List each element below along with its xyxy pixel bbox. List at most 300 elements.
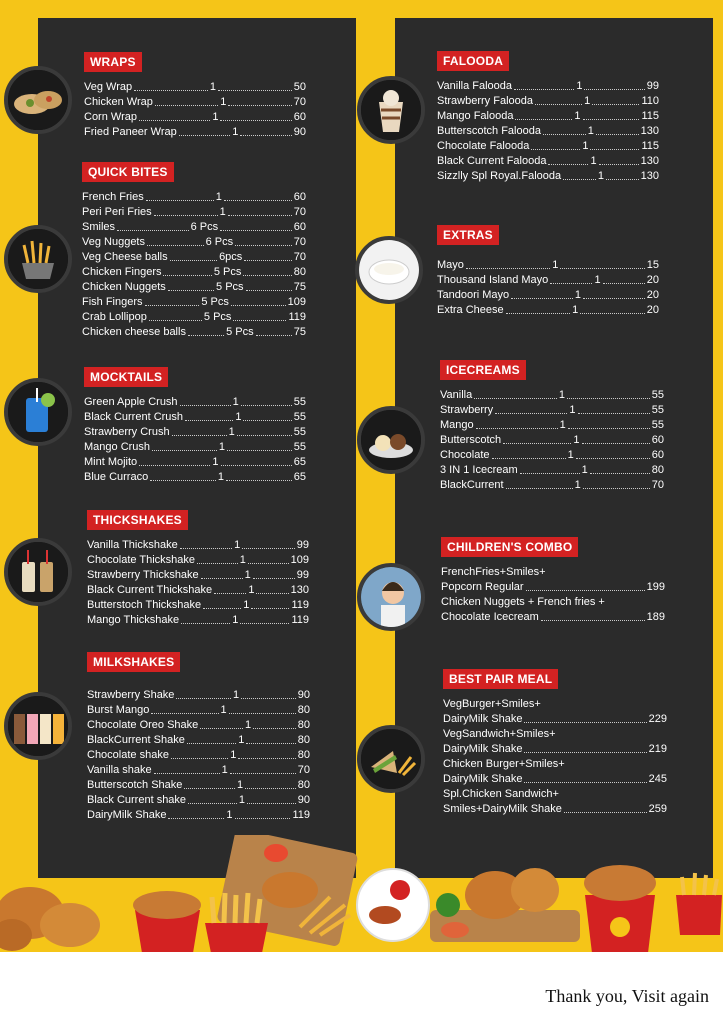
dot-leader: [188, 793, 237, 804]
dot-leader: [596, 124, 639, 135]
item-name: Mango Falooda: [437, 110, 514, 122]
menu-item: [84, 440, 306, 455]
item-price: 65: [293, 471, 307, 483]
fries-basket-photo: [4, 225, 72, 293]
item-price: 60: [293, 191, 306, 203]
sandwich-fries-photo: [357, 725, 425, 793]
item-name: Strawberry Falooda: [437, 95, 533, 107]
menu-item: [87, 703, 310, 718]
menu-item: [87, 718, 310, 733]
item-quantity: 6 Pcs: [205, 236, 234, 248]
item-name: Chicken Nuggets: [82, 281, 166, 293]
dot-leader: [535, 94, 582, 105]
item-name: Chicken Wrap: [84, 96, 153, 108]
dot-leader: [583, 478, 650, 489]
mayo-bowl-photo: [355, 236, 423, 304]
item-price: 110: [641, 95, 660, 107]
dot-leader: [181, 613, 230, 624]
dot-leader: [201, 568, 243, 579]
dot-leader: [200, 718, 243, 729]
item-price: 80: [297, 704, 310, 716]
dot-leader: [203, 598, 241, 609]
item-quantity: 1: [238, 734, 245, 746]
dot-leader: [139, 110, 210, 121]
dot-leader: [524, 712, 646, 723]
dot-leader: [241, 688, 296, 699]
item-quantity: 1: [572, 304, 579, 316]
menu-item: [87, 748, 310, 763]
dot-leader: [171, 748, 228, 759]
item-quantity: 1: [244, 719, 252, 731]
item-name: Corn Wrap: [84, 111, 137, 123]
dot-leader: [237, 425, 292, 436]
item-price: 130: [290, 584, 310, 596]
item-name: Strawberry Shake: [87, 689, 175, 701]
item-price: 119: [291, 614, 310, 626]
item-name: Vanilla Thickshake: [87, 539, 178, 551]
menu-item: [84, 125, 306, 140]
item-name: Extra Cheese: [437, 304, 504, 316]
menu-item: [82, 220, 306, 235]
food-strip-illustration: [0, 835, 723, 953]
item-quantity: 1: [594, 274, 601, 286]
item-name: BlackCurrent Shake: [87, 734, 185, 746]
dot-leader: [226, 470, 292, 481]
category-icecreams: [440, 360, 664, 493]
dot-leader: [466, 258, 550, 269]
item-price: 119: [288, 311, 307, 323]
dot-leader: [243, 265, 291, 276]
dot-leader: [117, 220, 189, 231]
combo-line-2: [441, 580, 665, 595]
menu-item: [437, 109, 659, 124]
item-quantity: 1: [228, 426, 235, 438]
dot-leader: [224, 190, 292, 201]
dot-leader: [524, 742, 646, 753]
item-name: Smiles: [82, 221, 116, 233]
combo-line-2: [443, 772, 667, 787]
dot-leader: [543, 124, 586, 135]
item-name: Fish Fingers: [82, 296, 143, 308]
category-falooda: [437, 51, 659, 184]
item-name: Vanilla: [440, 389, 473, 401]
item-quantity: 1: [232, 126, 239, 138]
dot-leader: [492, 448, 566, 459]
menu-item: [82, 280, 306, 295]
dot-leader: [541, 610, 645, 621]
dot-leader: [568, 418, 650, 429]
item-name: BlackCurrent: [440, 479, 504, 491]
item-list: [437, 79, 659, 184]
item-price: 20: [646, 289, 659, 301]
dot-leader: [603, 273, 645, 284]
dot-leader: [526, 580, 645, 591]
item-quantity: 6pcs: [219, 251, 243, 263]
dot-leader: [576, 448, 650, 459]
dot-leader: [251, 598, 289, 609]
dot-leader: [583, 288, 645, 299]
menu-item: [437, 139, 659, 154]
dot-leader: [550, 273, 592, 284]
dot-leader: [253, 568, 295, 579]
menu-item: [87, 688, 310, 703]
menu-item: [440, 463, 664, 478]
combo-line-2: [443, 742, 667, 757]
item-price: 115: [641, 140, 660, 152]
item-quantity: 1: [244, 569, 251, 581]
item-price: 55: [293, 411, 307, 423]
menu-item: [87, 808, 310, 823]
item-quantity: 1: [574, 479, 581, 491]
item-name: French Fries: [82, 191, 144, 203]
dot-leader: [580, 303, 644, 314]
dot-leader: [243, 410, 291, 421]
category-wraps: [84, 52, 306, 140]
dot-leader: [235, 808, 291, 819]
dot-leader: [506, 478, 573, 489]
dot-leader: [154, 205, 218, 216]
item-quantity: 5 Pcs: [213, 266, 242, 278]
dot-leader: [220, 110, 291, 121]
item-quantity: 1: [243, 599, 250, 611]
item-name: Veg Nuggets: [82, 236, 145, 248]
dot-leader: [256, 325, 292, 336]
item-price: 90: [297, 689, 310, 701]
combo-name: Chicken Nuggets + French fries +: [441, 596, 605, 608]
item-price: 130: [640, 170, 660, 182]
dot-leader: [230, 763, 296, 774]
item-quantity: 1: [218, 441, 225, 453]
item-quantity: 1: [597, 170, 604, 182]
menu-item: [87, 793, 310, 808]
category-best-pair-meal: [443, 669, 667, 817]
menu-item: [437, 169, 659, 184]
item-name: Peri Peri Fries: [82, 206, 152, 218]
item-quantity: 6 Pcs: [190, 221, 219, 233]
dot-leader: [560, 258, 644, 269]
item-name: Strawberry Crush: [84, 426, 170, 438]
dot-leader: [152, 440, 217, 451]
item-name: Mango Crush: [84, 441, 151, 453]
dot-leader: [599, 154, 639, 165]
item-quantity: 1: [574, 289, 582, 301]
item-quantity: 1: [235, 411, 242, 423]
item-name: Mayo: [437, 259, 464, 271]
combo-name: Spl.Chicken Sandwich+: [443, 788, 559, 800]
dot-leader: [197, 553, 238, 564]
item-name: Strawberry: [440, 404, 494, 416]
menu-item: [87, 568, 309, 583]
category-title: FALOODA: [437, 51, 509, 71]
item-price: 60: [651, 449, 665, 461]
menu-item: [87, 553, 309, 568]
child-eating-photo: [357, 563, 425, 631]
dot-leader: [220, 220, 292, 231]
combo-name: VegBurger+Smiles+: [443, 698, 541, 710]
dot-leader: [474, 388, 557, 399]
item-price: 60: [651, 434, 665, 446]
category-quick-bites: [82, 162, 306, 340]
item-price: 119: [291, 599, 309, 611]
combo-name-cont: Chocolate Icecream: [441, 611, 539, 623]
item-quantity: 5 Pcs: [216, 281, 244, 293]
combo-name: Chicken Burger+Smiles+: [443, 758, 565, 770]
dot-leader: [146, 190, 214, 201]
dot-leader: [247, 793, 296, 804]
dot-leader: [176, 688, 231, 699]
dot-leader: [187, 733, 236, 744]
item-quantity: 1: [226, 809, 233, 821]
item-name: Veg Wrap: [84, 81, 133, 93]
combo-line-1: [443, 697, 667, 712]
dot-leader: [154, 763, 220, 774]
combo-name-cont: DairyMilk Shake: [443, 713, 523, 725]
dot-leader: [185, 410, 233, 421]
combo-line-1: [443, 727, 667, 742]
dot-leader: [590, 139, 639, 150]
item-price: 55: [293, 426, 307, 438]
menu-item: [84, 425, 306, 440]
menu-item: [82, 250, 306, 265]
item-price: 109: [290, 554, 310, 566]
item-price: 70: [293, 236, 307, 248]
item-quantity: 1: [234, 539, 241, 551]
item-quantity: 1: [239, 554, 246, 566]
item-name: Tandoori Mayo: [437, 289, 510, 301]
item-name: Thousand Island Mayo: [437, 274, 549, 286]
item-price: 65: [293, 456, 306, 468]
menu-item: [84, 455, 306, 470]
category-title: MOCKTAILS: [84, 367, 168, 387]
category-title: EXTRAS: [437, 225, 499, 245]
dot-leader: [168, 280, 214, 291]
menu-item: [437, 303, 659, 318]
item-name: Chocolate Thickshake: [87, 554, 196, 566]
dot-leader: [582, 433, 650, 444]
menu-item: [440, 403, 664, 418]
dot-leader: [584, 79, 644, 90]
dot-leader: [218, 80, 292, 91]
dot-leader: [168, 808, 224, 819]
menu-item: [82, 235, 306, 250]
dot-leader: [235, 235, 292, 246]
category-title: WRAPS: [84, 52, 142, 72]
item-price: 20: [646, 304, 659, 316]
item-name: Black Current shake: [87, 794, 187, 806]
dot-leader: [514, 79, 574, 90]
menu-item: [87, 583, 309, 598]
item-list: [437, 258, 659, 318]
item-name: Fried Paneer Wrap: [84, 126, 177, 138]
item-quantity: 1: [574, 110, 581, 122]
category-title: ICECREAMS: [440, 360, 526, 380]
mocktail-photo: [4, 378, 72, 446]
item-price: 119: [292, 809, 311, 821]
combo-name-cont: Popcorn Regular: [441, 581, 524, 593]
category-milkshakes: [87, 652, 310, 823]
category-title: MILKSHAKES: [87, 652, 180, 672]
item-quantity: 5 Pcs: [201, 296, 229, 308]
dot-leader: [180, 395, 231, 406]
dot-leader: [149, 310, 202, 321]
item-price: 99: [296, 539, 310, 551]
item-list: [84, 80, 306, 140]
dot-leader: [233, 310, 286, 321]
thickshake-photo: [4, 538, 72, 606]
milkshake-photo: [4, 692, 72, 760]
item-quantity: 1: [569, 404, 576, 416]
dot-leader: [606, 169, 639, 180]
item-name: Mint Mojito: [84, 456, 138, 468]
category-extras: [437, 225, 659, 318]
menu-item: [84, 95, 306, 110]
menu-item: [440, 418, 664, 433]
item-quantity: 5 Pcs: [226, 326, 254, 338]
item-quantity: 1: [552, 259, 559, 271]
dot-leader: [150, 470, 216, 481]
combo-price: 199: [646, 581, 665, 593]
item-price: 55: [651, 419, 665, 431]
item-name: Veg Cheese balls: [82, 251, 168, 263]
dot-leader: [214, 583, 246, 594]
menu-item: [440, 448, 664, 463]
dot-leader: [531, 139, 580, 150]
menu-item: [87, 598, 309, 613]
menu-item: [440, 478, 664, 493]
item-quantity: 1: [221, 764, 228, 776]
item-price: 70: [293, 206, 306, 218]
combo-line-2: [443, 802, 667, 817]
item-name: Black Current Crush: [84, 411, 184, 423]
dot-leader: [147, 235, 204, 246]
dot-leader: [476, 418, 558, 429]
menu-item: [87, 613, 309, 628]
item-name: Chicken cheese balls: [82, 326, 186, 338]
item-quantity: 1: [219, 206, 226, 218]
menu-item: [87, 763, 310, 778]
item-name: Green Apple Crush: [84, 396, 178, 408]
menu-item: [87, 733, 310, 748]
item-name: Vanilla shake: [87, 764, 152, 776]
item-price: 90: [293, 126, 307, 138]
dot-leader: [180, 538, 232, 549]
item-list: [440, 388, 664, 493]
menu-item: [440, 388, 664, 403]
menu-item: [437, 94, 659, 109]
item-quantity: 1: [212, 456, 219, 468]
item-quantity: 1: [584, 95, 591, 107]
combo-name-cont: Smiles+DairyMilk Shake: [443, 803, 562, 815]
menu-item: [437, 258, 659, 273]
menu-item: [82, 295, 306, 310]
item-price: 130: [640, 155, 659, 167]
item-list: [82, 190, 306, 340]
item-price: 90: [297, 794, 311, 806]
combo-line-1: [441, 565, 665, 580]
dot-leader: [246, 280, 292, 291]
item-quantity: 1: [576, 80, 583, 92]
item-list: [87, 688, 310, 823]
item-quantity: 1: [220, 704, 227, 716]
item-quantity: 1: [237, 779, 244, 791]
item-price: 80: [297, 734, 311, 746]
combo-line-2: [441, 610, 665, 625]
dot-leader: [184, 778, 235, 789]
item-price: 60: [293, 111, 307, 123]
combo-name-cont: DairyMilk Shake: [443, 773, 523, 785]
combo-name: FrenchFries+Smiles+: [441, 566, 546, 578]
dot-leader: [172, 425, 227, 436]
item-price: 50: [293, 81, 307, 93]
menu-item: [82, 190, 306, 205]
item-name: Black Current Falooda: [437, 155, 547, 167]
item-price: 130: [640, 125, 659, 137]
item-price: 70: [297, 764, 310, 776]
dot-leader: [520, 463, 580, 474]
menu-item: [437, 288, 659, 303]
item-name: Butterscotch Shake: [87, 779, 183, 791]
dot-leader: [567, 388, 650, 399]
dot-leader: [256, 583, 288, 594]
dot-leader: [151, 703, 218, 714]
menu-item: [87, 778, 310, 793]
dot-leader: [170, 250, 217, 261]
item-quantity: 1: [582, 140, 589, 152]
item-name: Chocolate shake: [87, 749, 169, 761]
menu-item: [84, 80, 306, 95]
dot-leader: [578, 403, 650, 414]
dot-leader: [139, 455, 210, 466]
item-price: 70: [293, 96, 307, 108]
item-name: Strawberry Thickshake: [87, 569, 199, 581]
combo-price: 229: [648, 713, 667, 725]
dot-leader: [548, 154, 588, 165]
item-name: Butterscotch: [440, 434, 502, 446]
combo-price: 219: [648, 743, 667, 755]
item-quantity: 1: [248, 584, 255, 596]
dot-leader: [245, 778, 296, 789]
item-quantity: 1: [230, 749, 237, 761]
menu-item: [82, 310, 306, 325]
item-name: Mango Thickshake: [87, 614, 180, 626]
menu-item: [437, 79, 659, 94]
icecream-photo: [357, 406, 425, 474]
category-childrens-combo: [441, 537, 665, 625]
item-quantity: 5 Pcs: [203, 311, 232, 323]
dot-leader: [564, 802, 647, 813]
item-quantity: 1: [573, 434, 580, 446]
item-name: Chocolate: [440, 449, 490, 461]
item-price: 55: [651, 389, 664, 401]
dot-leader: [228, 95, 291, 106]
dot-leader: [145, 295, 200, 306]
dot-leader: [563, 169, 596, 180]
item-quantity: 1: [233, 689, 240, 701]
item-quantity: 1: [232, 396, 239, 408]
item-price: 15: [646, 259, 659, 271]
dot-leader: [240, 613, 289, 624]
menu-item: [437, 154, 659, 169]
item-name: Burst Mango: [87, 704, 150, 716]
menu-item: [437, 124, 659, 139]
combo-name: VegSandwich+Smiles+: [443, 728, 556, 740]
item-quantity: 1: [217, 471, 225, 483]
combo-list: [443, 697, 667, 817]
menu-item: [84, 110, 306, 125]
category-mocktails: [84, 367, 306, 485]
item-quantity: 1: [232, 614, 239, 626]
item-price: 60: [293, 221, 306, 233]
